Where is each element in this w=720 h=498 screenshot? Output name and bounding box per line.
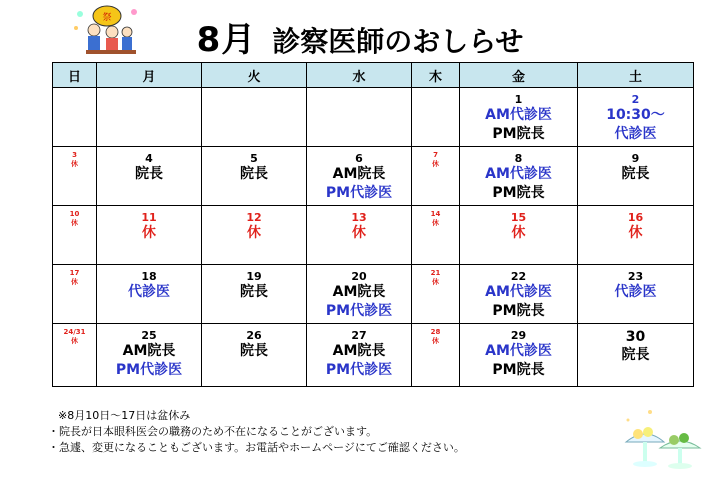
- calendar-day-cell: [307, 206, 412, 265]
- calendar-day-cell: [202, 206, 307, 265]
- doctor-assignment: 院長: [621, 347, 650, 363]
- calendar-header-row: [53, 63, 694, 88]
- closed-day-number: 17: [69, 269, 80, 277]
- day-number: 15: [510, 211, 527, 224]
- day-number: 26: [246, 329, 262, 342]
- day-number: 5: [250, 152, 258, 165]
- doctor-assignment: 代診医: [128, 284, 170, 300]
- title-text: 診察医師のおしらせ: [272, 25, 524, 58]
- calendar-day-cell: [53, 206, 97, 265]
- calendar-day-cell: [578, 206, 694, 265]
- doctor-assignment: 院長: [240, 343, 268, 359]
- closed-day-label: 休: [432, 160, 439, 168]
- closed-day-number: 10: [69, 210, 80, 218]
- doctor-assignment: PM代診医: [115, 362, 183, 378]
- closed-day-label: 休: [71, 160, 78, 168]
- closed-day-label: 休: [432, 219, 439, 227]
- calendar-day-cell: [202, 88, 307, 147]
- day-number: 29: [510, 329, 527, 342]
- doctor-assignment: 院長: [621, 166, 650, 182]
- header-wed: 水: [307, 63, 412, 88]
- closed-day-number: 7: [433, 151, 438, 159]
- svg-text:祭: 祭: [102, 13, 112, 23]
- day-number: 27: [351, 329, 367, 342]
- doctor-assignment: 休: [352, 225, 366, 241]
- day-number: 11: [141, 211, 157, 224]
- calendar-day-cell: [53, 265, 97, 324]
- header-fri: 金: [460, 63, 578, 88]
- closed-day-number: 28: [430, 328, 441, 336]
- calendar-day-cell: [97, 147, 202, 206]
- calendar-day-cell: [578, 324, 694, 387]
- calendar-day-cell: [412, 147, 460, 206]
- doctor-assignment: PM代診医: [325, 185, 393, 201]
- doctor-assignment: 院長: [240, 166, 268, 182]
- doctor-assignment: AM院長: [332, 343, 386, 359]
- closed-day-label: 休: [432, 278, 439, 286]
- calendar-day-cell: [412, 88, 460, 147]
- calendar-day-cell: [460, 265, 578, 324]
- day-number: 20: [351, 270, 367, 283]
- doctor-assignment: 代診医: [614, 126, 657, 142]
- doctor-assignment: 院長: [240, 284, 268, 300]
- header-sun: 日: [53, 63, 97, 88]
- calendar-day-cell: [97, 88, 202, 147]
- closed-day-number: 24/31: [63, 328, 86, 336]
- page-title: [0, 12, 720, 61]
- header-sat: 土: [578, 63, 694, 88]
- day-number: 22: [510, 270, 527, 283]
- calendar-day-cell: [412, 265, 460, 324]
- calendar-day-cell: [97, 324, 202, 387]
- calendar-week-row: [53, 147, 694, 206]
- day-number: 8: [514, 152, 523, 165]
- day-number: 13: [351, 211, 367, 224]
- closed-day-number: 14: [430, 210, 441, 218]
- calendar-day-cell: [307, 324, 412, 387]
- day-number: 2: [631, 93, 640, 106]
- doctor-assignment: 10:30〜: [606, 107, 665, 123]
- calendar-week-row: [53, 265, 694, 324]
- calendar-day-cell: [307, 147, 412, 206]
- calendar-day-cell: [53, 88, 97, 147]
- calendar-day-cell: [97, 265, 202, 324]
- calendar-week-row: [53, 324, 694, 387]
- doctor-assignment: PM院長: [492, 303, 545, 319]
- day-number: 25: [141, 329, 157, 342]
- closed-day-number: 3: [72, 151, 77, 159]
- calendar-table: [52, 62, 694, 387]
- doctor-assignment: 休: [511, 225, 526, 241]
- calendar-day-cell: [53, 324, 97, 387]
- day-number: 30: [625, 329, 646, 345]
- day-number: 19: [246, 270, 262, 283]
- doctor-assignment: PM代診医: [325, 362, 393, 378]
- calendar-body: [53, 88, 694, 387]
- closed-day-label: 休: [71, 337, 78, 345]
- doctor-assignment: 代診医: [614, 284, 657, 300]
- calendar-day-cell: [97, 206, 202, 265]
- calendar-day-cell: [460, 88, 578, 147]
- day-number: 16: [627, 211, 644, 224]
- day-number: 6: [355, 152, 363, 165]
- doctor-assignment: PM代診医: [325, 303, 393, 319]
- calendar-week-row: [53, 88, 694, 147]
- header-thu: 木: [412, 63, 460, 88]
- title-month: 8月: [196, 20, 257, 60]
- calendar-day-cell: [578, 88, 694, 147]
- doctor-assignment: AM代診医: [485, 166, 552, 182]
- doctor-assignment: 休: [247, 225, 261, 241]
- header-tue: 火: [202, 63, 307, 88]
- day-number: 18: [141, 270, 157, 283]
- day-number: 12: [246, 211, 262, 224]
- day-number: 23: [627, 270, 644, 283]
- calendar-week-row: [53, 206, 694, 265]
- header-mon: 月: [97, 63, 202, 88]
- doctor-assignment: AM院長: [122, 343, 176, 359]
- doctor-assignment: PM院長: [492, 362, 545, 378]
- notes: [48, 408, 465, 456]
- day-number: 9: [631, 152, 640, 165]
- closed-day-number: 21: [430, 269, 441, 277]
- calendar-day-cell: [202, 324, 307, 387]
- doctor-assignment: 院長: [135, 166, 163, 182]
- calendar-day-cell: [578, 147, 694, 206]
- doctor-assignment: 休: [628, 225, 643, 241]
- note-obon: ※8月10日〜17日は盆休み: [58, 409, 191, 422]
- doctor-assignment: AM院長: [332, 284, 386, 300]
- note-absence: ・院長が日本眼科医会の職務のため不在になることがございます。: [48, 425, 378, 438]
- day-number: 1: [514, 93, 523, 106]
- calendar-day-cell: [578, 265, 694, 324]
- calendar-day-cell: [412, 206, 460, 265]
- calendar-day-cell: [460, 147, 578, 206]
- calendar-day-cell: [202, 147, 307, 206]
- calendar-day-cell: [53, 147, 97, 206]
- closed-day-label: 休: [71, 278, 78, 286]
- closed-day-label: 休: [432, 337, 439, 345]
- calendar-day-cell: [307, 88, 412, 147]
- doctor-assignment: PM院長: [492, 126, 545, 142]
- dessert-illustration: [616, 404, 706, 474]
- doctor-assignment: AM代診医: [485, 107, 552, 123]
- calendar-day-cell: [307, 265, 412, 324]
- doctor-assignment: AM院長: [332, 166, 386, 182]
- doctor-assignment: AM代診医: [485, 284, 552, 300]
- doctor-assignment: PM院長: [492, 185, 545, 201]
- note-change: ・急遽、変更になることもございます。お電話やホームページにてご確認ください。: [48, 441, 465, 454]
- calendar-day-cell: [460, 324, 578, 387]
- closed-day-label: 休: [71, 219, 78, 227]
- calendar-day-cell: [202, 265, 307, 324]
- doctor-assignment: AM代診医: [485, 343, 552, 359]
- calendar-day-cell: [412, 324, 460, 387]
- doctor-assignment: 休: [142, 225, 156, 241]
- day-number: 4: [145, 152, 153, 165]
- calendar-day-cell: [460, 206, 578, 265]
